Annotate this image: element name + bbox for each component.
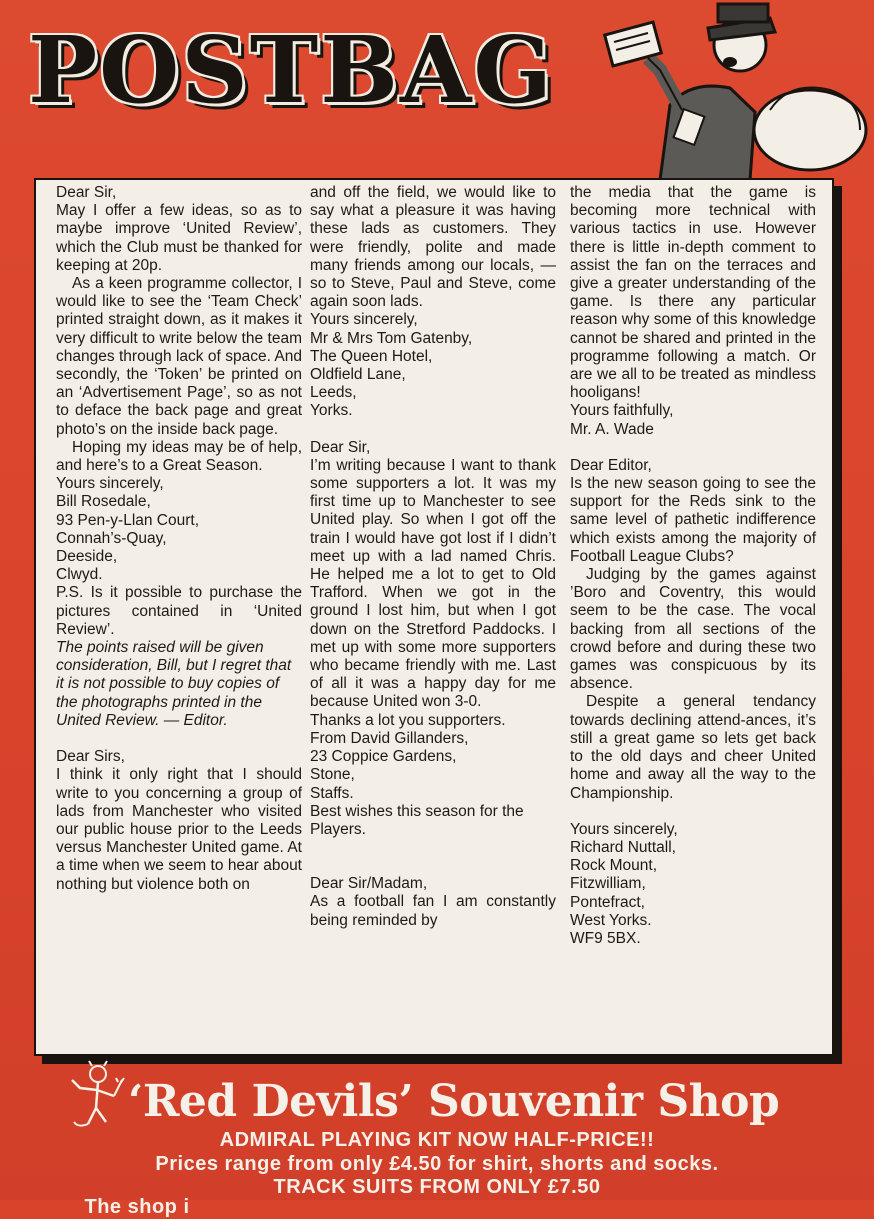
letter-paragraph: Dear Sir/Madam, [310,875,428,893]
letter-paragraph: The points raised will be given consideration, Bill, but I regret that it is not possible to buy copies of the photographs printed in the United Review. — Editor. [56,639,292,729]
paragraph-gap [310,421,556,439]
letter-paragraph: Yours sincerely, [570,820,678,838]
letter-paragraph: The Queen Hotel, [310,347,433,365]
letter-paragraph: P.S. Is it possible to purchase the pictures contained in ‘United Review’. [56,584,302,638]
letter-paragraph: May I offer a few ideas, so as to maybe improve ‘United Review’, which the Club must be thanked for keeping at 20p. [56,202,302,274]
letter-paragraph: Clwyd. [56,566,103,584]
letter-paragraph: I think it only right that I should write to you concerning a group of lads from Manchester who visited our public house prior to the Leeds versus Manchester United game. At a time when we seem to hear about nothing but violence both on [56,766,302,893]
letter-paragraph: 93 Pen-y-Llan Court, [56,511,200,529]
letters-column-2 [310,184,556,930]
letter-paragraph: Mr. A. Wade [570,420,654,438]
letter-paragraph: WF9 5BX. [570,929,641,947]
letter-paragraph: Yorks. [310,402,353,420]
red-devil-logo-icon [66,1060,126,1130]
letter-paragraph: Yours faithfully, [570,402,674,420]
paragraph-gap [570,803,816,821]
advert-line-3: TRACK SUITS FROM ONLY £7.50 [273,1176,601,1198]
letter-paragraph: and off the field, we would like to say what a pleasure it was having these lads as customers. They were friendly, polite and made many friends among our locals, — so to Steve, Paul and Steve, come again soon lads. [310,184,556,311]
letter-paragraph: Pontefract, [570,893,645,911]
letter-paragraph: Deeside, [56,548,118,566]
letter-paragraph: Yours sincerely, [310,311,418,329]
letter-paragraph: Oldfield Lane, [310,366,406,384]
advert-line-1: ADMIRAL PLAYING KIT NOW HALF-PRICE!! [219,1129,655,1151]
paragraph-gap [310,857,556,875]
letter-paragraph: Dear Sir, [56,184,117,201]
letter-paragraph: Mr & Mrs Tom Gatenby, [310,329,473,347]
letter-paragraph: Best wishes this season for the Players. [310,802,524,838]
page-title: POSTBAG [28,16,554,124]
letter-paragraph: Fitzwilliam, [570,875,646,893]
paragraph-gap [56,730,302,748]
letter-paragraph: Despite a general tendancy towards declining attend-ances, it’s still a great game so lets get back to the old days and cheer United home and away all the way to the Championship. [570,693,816,802]
letter-paragraph: Stone, [310,766,355,784]
letters-panel [34,178,834,1056]
letter-paragraph: Leeds, [310,384,357,402]
letter-paragraph: Dear Sir, [310,438,371,456]
advert-line-4: The shop i [84,1196,190,1218]
letter-paragraph: the media that the game is becoming more technical with various tactics in use. However there is little in-depth comment to assist the fan on the terraces and give a greater understanding of the game. Is there any particular reason why some of this knowledge cannot be shared and printed in the programme following a match. Or are we all to be treated as mindless hooligans! [570,184,816,402]
letter-paragraph: Thanks a lot you supporters. [310,711,506,729]
letter-paragraph: Richard Nuttall, [570,838,676,856]
letter-paragraph: West Yorks. [570,911,652,929]
letter-paragraph: Dear Editor, [570,456,652,474]
advert-line-2: Prices range from only £4.50 for shirt, shorts and socks. [155,1153,719,1175]
letter-paragraph: Staffs. [310,784,354,802]
letters-column-1 [56,184,302,894]
paragraph-gap [310,839,556,857]
letter-paragraph: Bill Rosedale, [56,493,151,511]
letter-paragraph: Yours sincerely, [56,475,164,493]
letter-paragraph: 23 Coppice Gardens, [310,748,457,766]
letter-paragraph: Rock Mount, [570,857,658,875]
letters-column-3 [570,184,816,948]
postman-illustration-icon [590,0,874,180]
letter-paragraph: Connah’s-Quay, [56,529,167,547]
shop-title: ‘Red Devils’ Souvenir Shop [128,1076,780,1127]
letter-paragraph: Is the new season going to see the support for the Reds sink to the same level of pathetic indifference which exists among the majority of Football League Clubs? [570,475,816,565]
letter-paragraph: As a keen programme collector, I would like to see the ‘Team Check’ printed straight down, as it makes it very difficult to write below the team changes through lack of space. And secondly, the ‘Token’ be printed on an ‘Advertisement Page’, so as not to deface the back page and great photo’s on the inside back page. [56,275,302,438]
letter-paragraph: Hoping my ideas may be of help, and here’s to a Great Season. [56,438,302,475]
letter-paragraph: As a football fan I am constantly being reminded by [310,893,556,929]
letter-paragraph: Judging by the games against ’Boro and Coventry, this would seem to be the case. The vocal backing from all sections of the crowd before and during these two games was conspicuous by its absence. [570,566,816,693]
letter-paragraph: I’m writing because I want to thank some supporters a lot. It was my first time up to Manchester to see United play. So when I got off the train I would have got lost if I didn’t meet up with a lad named Chris. He helped me a lot to get to Old Trafford. When we got in the ground I lost him, but when I got down on the Stretford Paddocks. I met up with some more supporters who became friendly with me. Last of all it was a happy day for me because United won 3-0. [310,456,556,711]
paragraph-gap [570,439,816,457]
letter-paragraph: From David Gillanders, [310,729,469,747]
letter-paragraph: Dear Sirs, [56,748,125,766]
